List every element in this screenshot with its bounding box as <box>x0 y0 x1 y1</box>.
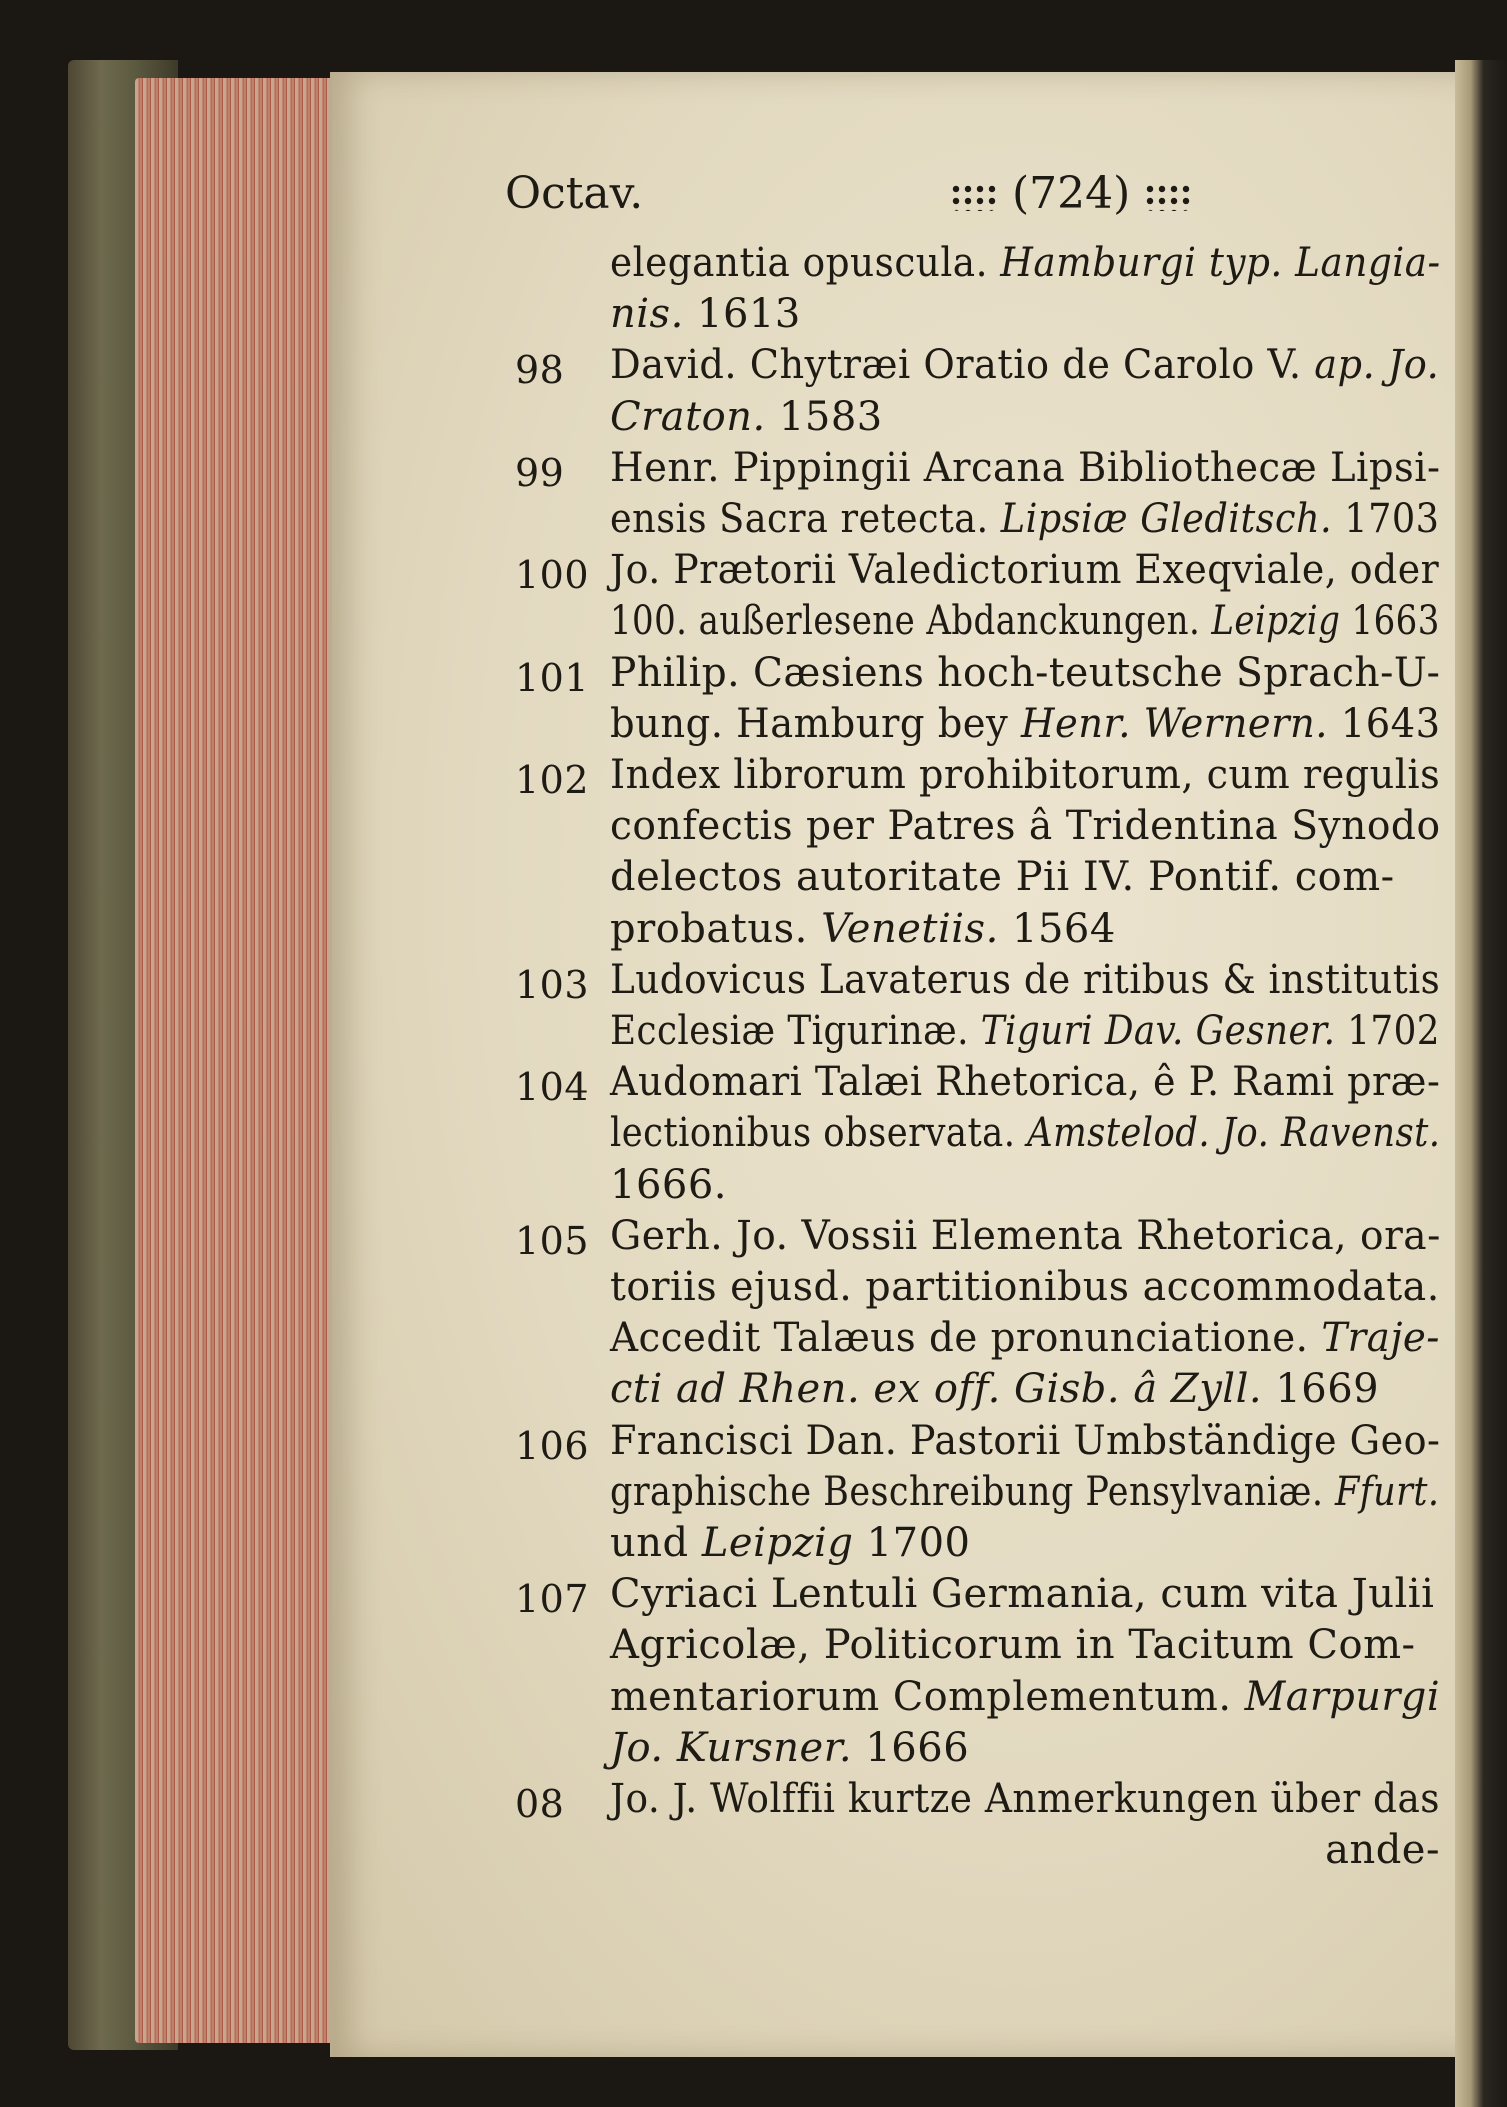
entry-line <box>610 1469 1439 1515</box>
entry-line <box>610 854 1395 900</box>
entry-number: 99 <box>515 450 565 495</box>
entry-imprint: Traje- <box>1321 1315 1440 1362</box>
entry-imprint: Ffurt. <box>1334 1468 1440 1515</box>
entry-text: Index librorum prohibitorum, cum regulis <box>610 752 1441 798</box>
entry-text: bung. Hamburg bey <box>610 700 1021 747</box>
entry-imprint: Tiguri Dav. Gesner. <box>980 1008 1336 1054</box>
entry-imprint: ap. Jo. <box>1314 342 1440 389</box>
entry-line <box>610 1059 1440 1105</box>
entry-text: toriis ejusd. partitionibus accommodata. <box>610 1264 1440 1310</box>
entry-text: 1564 <box>998 905 1116 952</box>
entry-text: Agricolæ, Politicorum in Tacitum Com- <box>610 1622 1416 1669</box>
entry-text: 100. außerlesene Abdanckungen. <box>610 598 1212 645</box>
entry-text: 1583 <box>765 393 883 440</box>
entry-imprint: Leipzig <box>1211 598 1341 645</box>
entry-text: Ecclesiæ Tigurinæ. <box>610 1008 981 1054</box>
entry-imprint: Amstelod. Jo. Ravenst. <box>1027 1110 1441 1157</box>
entry-line <box>610 342 1439 388</box>
entry-line <box>610 291 801 337</box>
entry-number: 101 <box>515 655 590 700</box>
entry-line <box>610 1264 1440 1310</box>
entry-number: 98 <box>515 348 565 393</box>
entry-imprint: Lipsiæ Gleditsch. <box>1000 496 1333 542</box>
entry-imprint: Craton. <box>610 393 766 440</box>
entry-number: 106 <box>515 1423 590 1468</box>
entry-text: Gerh. Jo. Vossii Elementa Rhetorica, ora- <box>610 1212 1441 1259</box>
entry-line <box>610 906 1116 952</box>
entry-text: probatus. <box>610 905 822 952</box>
entry-number: 08 <box>515 1782 565 1826</box>
entry-text: delectos autoritate Pii IV. Pontif. com- <box>610 854 1395 901</box>
entry-line <box>610 1418 1440 1464</box>
entry-number: 105 <box>515 1218 590 1263</box>
entry-text: Accedit Talæus de pronunciatione. <box>610 1315 1322 1362</box>
entry-imprint: Leipzig <box>701 1520 854 1566</box>
entry-text: 1666 <box>852 1724 970 1771</box>
signature-mark: Octav. <box>505 168 644 219</box>
entry-imprint: Henr. Wernern. <box>1020 700 1329 747</box>
entry-text: Audomari Talæi Rhetorica, ê P. Rami præ- <box>610 1059 1441 1106</box>
entry-text: confectis per Patres â Tridentina Synodo <box>610 803 1441 850</box>
entry-imprint: Hamburgi typ. Langia- <box>1000 240 1441 286</box>
entry-line <box>610 803 1441 849</box>
left-ornament-icon <box>950 183 998 211</box>
entry-text: Philip. Cæsiens hoch-teutsche Sprach-U- <box>610 649 1441 696</box>
entry-text: graphische Beschreibung Pensylvaniæ. <box>610 1468 1335 1515</box>
entry-line <box>610 1520 970 1566</box>
entry-line <box>610 240 1441 286</box>
right-ornament-icon <box>1144 183 1192 211</box>
entry-line <box>610 496 1439 542</box>
entry-text: Ludovicus Lavaterus de ritibus & institutis <box>610 956 1441 1003</box>
entry-text: 1702 <box>1335 1008 1440 1054</box>
entry-text: mentariorum Complementum. <box>610 1673 1245 1720</box>
entry-number: 100 <box>515 553 590 598</box>
entry-line <box>610 1622 1416 1668</box>
entry-line <box>610 1110 1440 1156</box>
page-block-edge <box>135 78 350 2043</box>
entry-text: ande- <box>1325 1827 1440 1874</box>
entry-text: Cyriaci Lentuli Germania, cum vita Julii <box>610 1571 1435 1618</box>
entry-line <box>610 1571 1434 1617</box>
entry-line <box>610 1008 1440 1054</box>
entry-line <box>610 394 883 440</box>
entry-text: 1613 <box>683 291 801 338</box>
book-gutter <box>1455 60 1507 2107</box>
entry-text: 1666. <box>610 1161 728 1208</box>
page-header <box>0 168 1507 228</box>
entry-text: David. Chytræi Oratio de Carolo V. <box>610 342 1315 389</box>
entry-text: und <box>610 1520 702 1566</box>
entry-line <box>610 1213 1441 1259</box>
entry-line <box>610 752 1440 798</box>
entry-imprint: Jo. Kursner. <box>610 1724 853 1771</box>
entry-imprint: Venetiis. <box>821 905 999 952</box>
entry-line <box>610 1827 1440 1873</box>
entry-text: elegantia opuscula. <box>610 240 1001 286</box>
entry-text: 1669 <box>1262 1366 1380 1413</box>
entry-line <box>610 445 1441 491</box>
page-number-group <box>950 168 1192 219</box>
entry-number: 107 <box>515 1577 590 1622</box>
entry-line <box>610 1776 1440 1822</box>
entry-line <box>610 1674 1440 1720</box>
entry-line <box>610 598 1440 644</box>
entry-number: 102 <box>515 758 590 802</box>
entry-text: 1643 <box>1328 700 1441 747</box>
entry-text: Henr. Pippingii Arcana Bibliothecæ Lipsi- <box>610 444 1441 491</box>
entry-text: 1700 <box>853 1520 971 1566</box>
entry-text: Francisci Dan. Pastorii Umbständige Geo- <box>610 1417 1441 1464</box>
entry-number: 104 <box>515 1065 590 1110</box>
entry-line <box>610 1162 727 1208</box>
entry-text: lectionibus observata. <box>610 1110 1028 1157</box>
page-number: (724) <box>1012 168 1131 219</box>
entry-text: Jo. Prætorii Valedictorium Exeqviale, oder <box>610 547 1440 594</box>
entry-line <box>610 957 1440 1003</box>
entry-line <box>610 701 1441 747</box>
entry-imprint: cti ad Rhen. ex off. Gisb. â Zyll. <box>610 1366 1263 1413</box>
entry-imprint: Marpurgi <box>1244 1673 1441 1720</box>
entry-imprint: nis. <box>610 291 684 338</box>
entry-text: 1703 <box>1332 496 1440 542</box>
entry-number: 103 <box>515 962 590 1007</box>
entry-line <box>610 1366 1379 1412</box>
entry-line <box>610 547 1439 593</box>
entry-line <box>610 1315 1440 1361</box>
entry-line <box>610 650 1440 696</box>
entry-text: ensis Sacra retecta. <box>610 496 1001 542</box>
entry-text: 1663 <box>1340 598 1440 645</box>
entry-text: Jo. J. Wolffii kurtze Anmerkungen über das <box>610 1776 1440 1822</box>
entry-line <box>610 1725 969 1771</box>
